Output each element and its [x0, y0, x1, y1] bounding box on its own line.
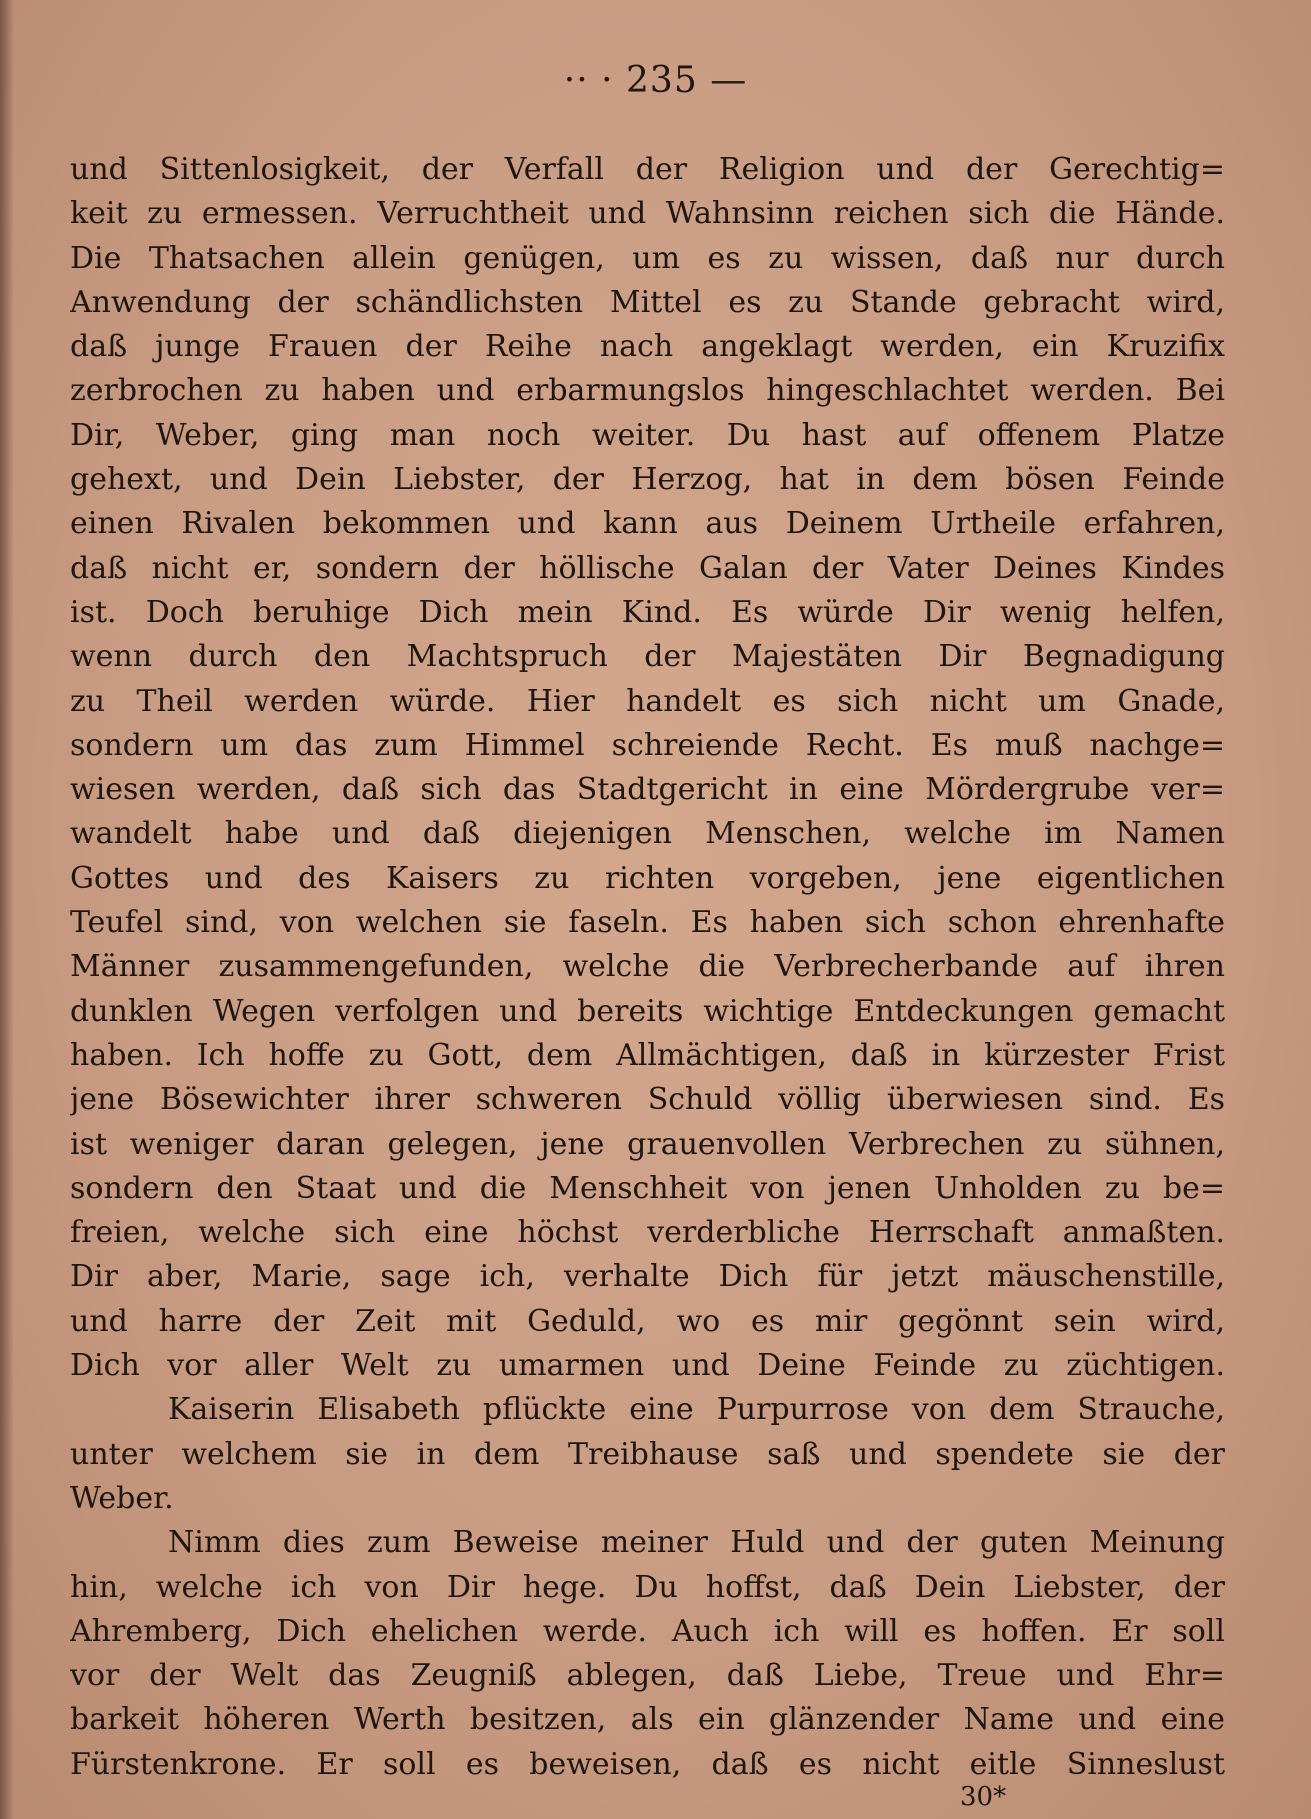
page-number: 235 — [626, 60, 698, 101]
text-line: sondern um das zum Himmel schreiende Recht. Es muß nachge= — [70, 727, 1225, 763]
text-line: daß nicht er, sondern der höllische Galan der Vater Deines Kindes — [70, 550, 1225, 586]
text-line: Teufel sind, von welchen sie faseln. Es haben sich schon ehrenhafte — [70, 905, 1225, 941]
text-line: daß junge Frauen der Reihe nach angeklagt werden, ein Kruzifix — [70, 329, 1225, 365]
header-dash: — — [710, 60, 748, 101]
text-line: hin, welche ich von Dir hege. Du hoffst, daß Dein Liebster, der — [70, 1569, 1225, 1605]
text-line: Dir aber, Marie, sage ich, verhalte Dich für jetzt mäuschenstille, — [70, 1259, 1225, 1295]
text-line: zerbrochen zu haben und erbarmungslos hingeschlachtet werden. Bei — [70, 373, 1225, 409]
signature-mark: 30* — [960, 1782, 1007, 1812]
text-line: gehext, und Dein Liebster, der Herzog, hat in dem bösen Feinde — [70, 462, 1225, 498]
text-line: vor der Welt das Zeugniß ablegen, daß Liebe, Treue und Ehr= — [70, 1658, 1225, 1694]
text-line: Kaiserin Elisabeth pflückte eine Purpurrose von dem Strauche, — [168, 1392, 1225, 1428]
text-line: und harre der Zeit mit Geduld, wo es mir gegönnt sein wird, — [70, 1303, 1225, 1339]
text-line: ist. Doch beruhige Dich mein Kind. Es würde Dir wenig helfen, — [70, 594, 1225, 630]
text-line: Fürstenkrone. Er soll es beweisen, daß es nicht eitle Sinneslust — [70, 1746, 1225, 1782]
text-line: jene Bösewichter ihrer schweren Schuld völlig überwiesen sind. Es — [70, 1082, 1225, 1118]
text-line: freien, welche sich eine höchst verderbliche Herrschaft anmaßten. — [70, 1215, 1225, 1251]
page-edge-shadow — [0, 0, 14, 1819]
text-line: Dich vor aller Welt zu umarmen und Deine Feinde zu züchtigen. — [70, 1348, 1225, 1384]
text-line: Die Thatsachen allein genügen, um es zu wissen, daß nur durch — [70, 240, 1225, 276]
text-line: wenn durch den Machtspruch der Majestäten Dir Begnadigung — [70, 639, 1225, 675]
text-line: Gottes und des Kaisers zu richten vorgeben, jene eigentlichen — [70, 860, 1225, 896]
text-line: barkeit höheren Werth besitzen, als ein glänzender Name und eine — [70, 1702, 1225, 1738]
text-line: keit zu ermessen. Verruchtheit und Wahnsinn reichen sich die Hände. — [70, 196, 1225, 232]
text-line: Männer zusammengefunden, welche die Verbrecherbande auf ihren — [70, 949, 1225, 985]
text-line: Nimm dies zum Beweise meiner Huld und der guten Meinung — [168, 1525, 1225, 1561]
header-dots: ·· · — [563, 60, 627, 101]
text-line: Weber. — [70, 1480, 174, 1516]
text-line: wandelt habe und daß diejenigen Menschen, welche im Namen — [70, 816, 1225, 852]
text-line: Anwendung der schändlichsten Mittel es zu Stande gebracht wird, — [70, 284, 1225, 320]
text-line: wiesen werden, daß sich das Stadtgericht in eine Mördergrube ver= — [70, 772, 1225, 808]
text-line: zu Theil werden würde. Hier handelt es sich nicht um Gnade, — [70, 683, 1225, 719]
text-line: ist weniger daran gelegen, jene grauenvollen Verbrechen zu sühnen, — [70, 1126, 1225, 1162]
text-line: sondern den Staat und die Menschheit von jenen Unholden zu be= — [70, 1170, 1225, 1206]
text-line: Ahremberg, Dich ehelichen werde. Auch ich will es hoffen. Er soll — [70, 1613, 1225, 1649]
page-header — [0, 60, 1311, 101]
text-line: Dir, Weber, ging man noch weiter. Du hast auf offenem Platze — [70, 417, 1225, 453]
text-line: und Sittenlosigkeit, der Verfall der Religion und der Gerechtig= — [70, 152, 1225, 187]
text-line: einen Rivalen bekommen und kann aus Deinem Urtheile erfahren, — [70, 506, 1225, 542]
text-line: dunklen Wegen verfolgen und bereits wichtige Entdeckungen gemacht — [70, 993, 1225, 1029]
text-line: unter welchem sie in dem Treibhause saß und spendete sie der — [70, 1436, 1225, 1472]
text-line: haben. Ich hoffe zu Gott, dem Allmächtigen, daß in kürzester Frist — [70, 1037, 1225, 1073]
body-text — [70, 148, 1225, 1787]
